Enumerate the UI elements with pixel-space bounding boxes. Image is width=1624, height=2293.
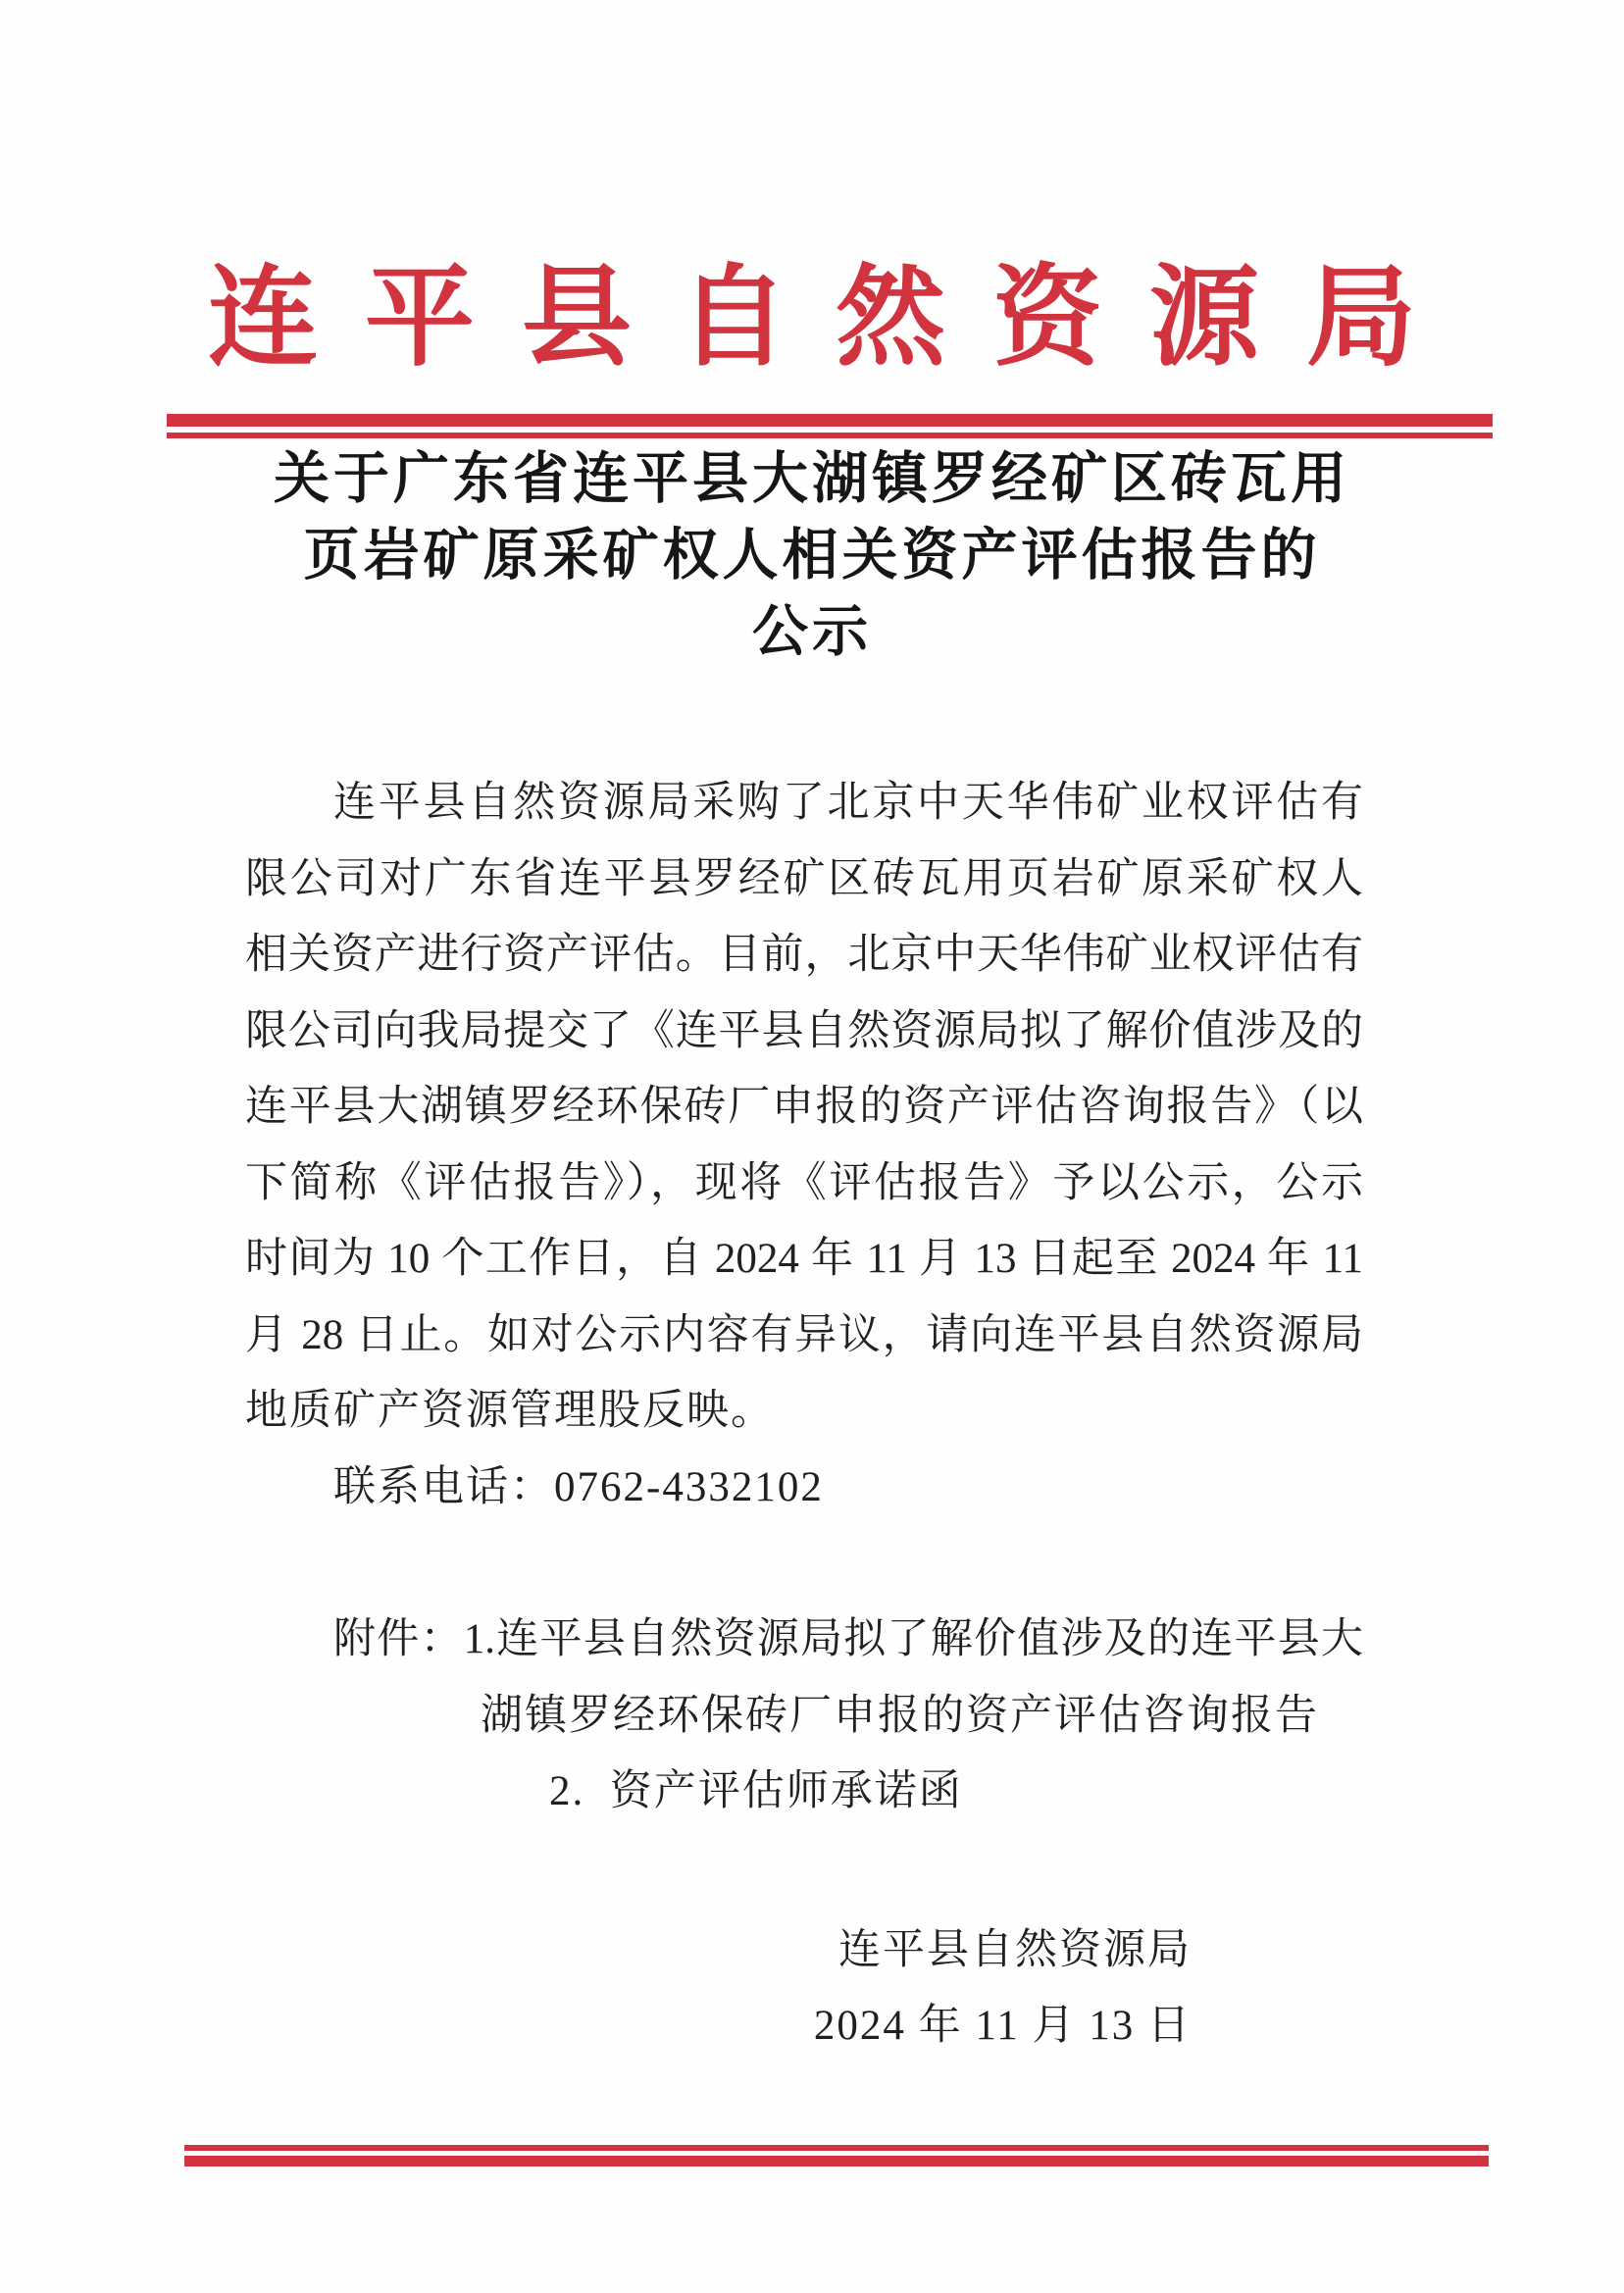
notice-title-line-2: 页岩矿原采矿权人相关资产评估报告的 xyxy=(303,525,1321,586)
body-line: 地质矿产资源管理股反映。 xyxy=(245,1388,775,1434)
body-line: 时间为 10 个工作日，自 2024 年 11 月 13 日起至 2024 年 11 xyxy=(245,1236,1363,1282)
attachment-line-3: 2. 资产评估师承诺函 xyxy=(549,1768,963,1814)
contact-phone-line: 联系电话：0762-4332102 xyxy=(333,1463,824,1510)
notice-title xyxy=(126,441,1498,671)
notice-title-line-3: 公示 xyxy=(752,601,872,663)
signature-section xyxy=(245,1912,1192,2064)
header-rule-thick xyxy=(167,414,1493,427)
agency-header-title: 连平县自然资源局 xyxy=(208,258,1463,380)
notice-body xyxy=(245,765,1363,1525)
body-line: 限公司对广东省连平县罗经矿区砖瓦用页岩矿原采矿权人 xyxy=(245,855,1363,902)
header-rule-thin xyxy=(167,433,1493,438)
footer-rule-thin xyxy=(184,2145,1489,2151)
footer-rule-thick xyxy=(184,2156,1489,2166)
body-line: 下简称《评估报告》），现将《评估报告》予以公示，公示 xyxy=(245,1159,1363,1206)
attachment-line-1: 附件：1.连平县自然资源局拟了解价值涉及的连平县大 xyxy=(333,1616,1363,1662)
attachment-line-2: 湖镇罗经环保砖厂申报的资产评估咨询报告 xyxy=(481,1692,1319,1739)
body-line: 月 28 日止。如对公示内容有异议，请向连平县自然资源局 xyxy=(245,1311,1363,1358)
body-line: 限公司向我局提交了《连平县自然资源局拟了解价值涉及的 xyxy=(245,1007,1363,1054)
signature-org: 连平县自然资源局 xyxy=(838,1927,1192,1973)
signature-date: 2024 年 11 月 13 日 xyxy=(813,2003,1192,2049)
notice-title-line-1: 关于广东省连平县大湖镇罗经矿区砖瓦用 xyxy=(274,448,1350,510)
attachments-section xyxy=(245,1602,1363,1830)
body-line: 连平县自然资源局采购了北京中天华伟矿业权评估有 xyxy=(333,780,1363,826)
body-line: 连平县大湖镇罗经环保砖厂申报的资产评估咨询报告》（以 xyxy=(245,1084,1363,1130)
body-line: 相关资产进行资产评估。目前，北京中天华伟矿业权评估有 xyxy=(245,932,1363,978)
